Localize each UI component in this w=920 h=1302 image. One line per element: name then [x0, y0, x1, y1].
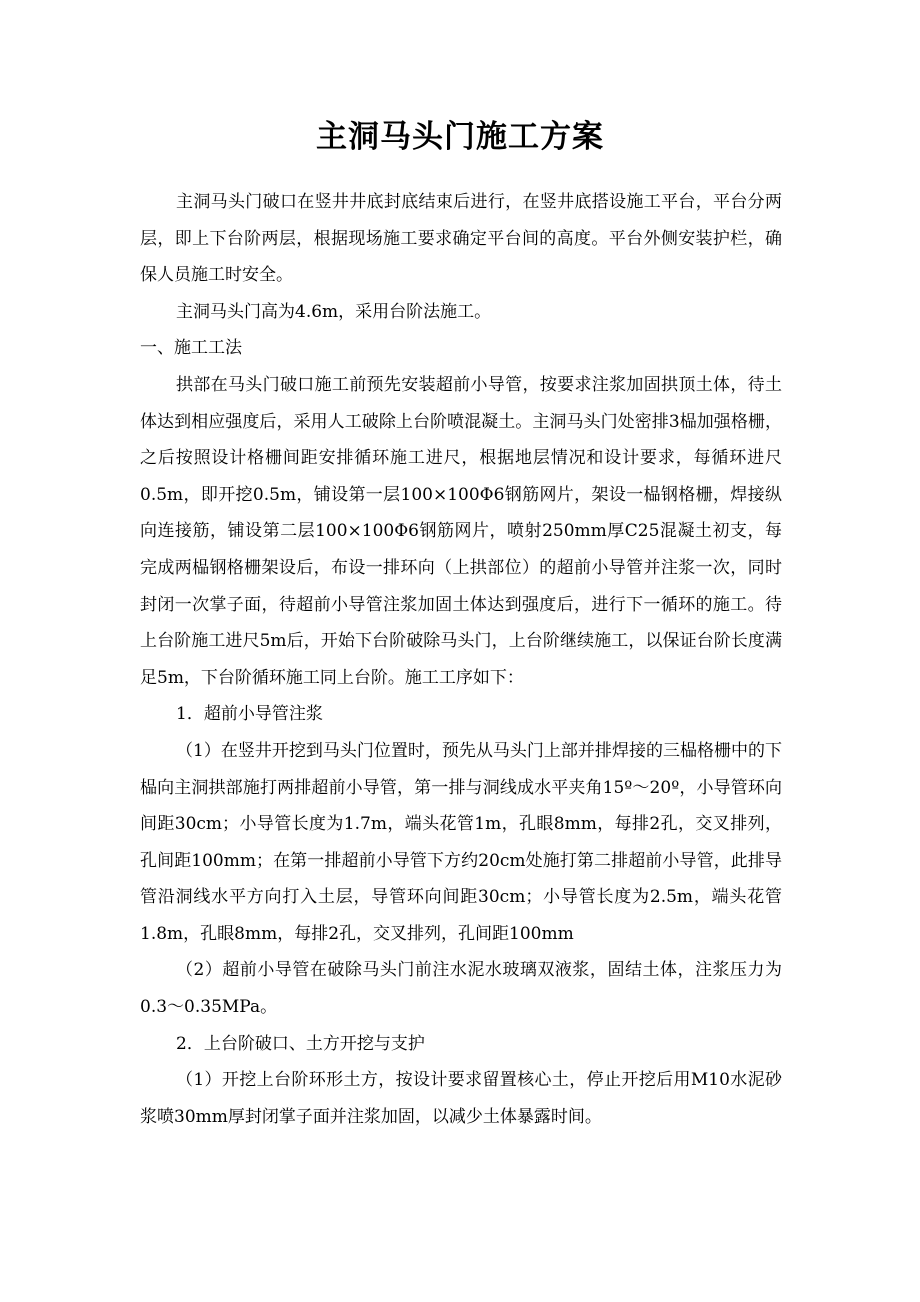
section-heading-method: 一、施工工法	[140, 338, 242, 359]
paragraph-method: 拱部在马头门破口施工前预先安装超前小导管，按要求注浆加固拱顶土体，待土体达到相应强度后，采用人工破除上台阶喷混凝土。主洞马头门处密排3榀加强格栅，之后按照设计格栅间距安排循环施工进尺，根据地层情况和设计要求，每循环进尺0.5m，即开挖0.5m，铺设第一层100×100Φ6钢筋网片，架设一榀钢格栅，焊接纵向连接筋，铺设第二层100×100Φ6钢筋网片，喷射250mm厚C25混凝土初支，每完成两榀钢格栅架设后，布设一排环向（上拱部位）的超前小导管并注浆一次，同时封闭一次掌子面，待超前小导管注浆加固土体达到强度后，进行下一循环的施工。待上台阶施工进尺5m后，开始下台阶破除马头门，上台阶继续施工，以保证台阶长度满足5m，下台阶循环施工同上台阶。施工工序如下：	[140, 374, 782, 688]
paragraph-height: 主洞马头门高为4.6m，采用台阶法施工。	[176, 301, 492, 322]
paragraph-pipe-grouting-1: （1）在竖井开挖到马头门位置时，预先从马头门上部并排焊接的三榀格栅中的下榀向主洞拱部施打两排超前小导管，第一排与洞线成水平夹角15º～20º，小导管环向间距30cm；小导管长度为1.7m，端头花管1m，孔眼8mm，每排2孔，交叉排列，孔间距100mm；在第一排超前小导管下方约20cm处施打第二排超前小导管，此排导管沿洞线水平方向打入土层，导管环向间距30cm；小导管长度为2.5m，端头花管1.8m，孔眼8mm，每排2孔，交叉排列，孔间距100mm	[140, 740, 782, 944]
paragraph-platform: 主洞马头门破口在竖井井底封底结束后进行，在竖井底搭设施工平台，平台分两层，即上下台阶两层，根据现场施工要求确定平台间的高度。平台外侧安装护栏，确保人员施工时安全。	[140, 192, 782, 286]
document-title: 主洞马头门施工方案	[316, 119, 604, 155]
document-body	[140, 184, 782, 1135]
paragraph-upper-bench-1: （1）开挖上台阶环形土方，按设计要求留置核心土，停止开挖后用M10水泥砂浆喷30mm厚封闭掌子面并注浆加固，以减少土体暴露时间。	[140, 1070, 782, 1127]
subheading-upper-bench: 2．上台阶破口、土方开挖与支护	[176, 1033, 425, 1054]
subheading-pipe-grouting: 1．超前小导管注浆	[176, 704, 323, 725]
paragraph-pipe-grouting-2: （2）超前小导管在破除马头门前注水泥水玻璃双液浆，固结土体，注浆压力为0.3～0.35MPa。	[140, 960, 782, 1018]
